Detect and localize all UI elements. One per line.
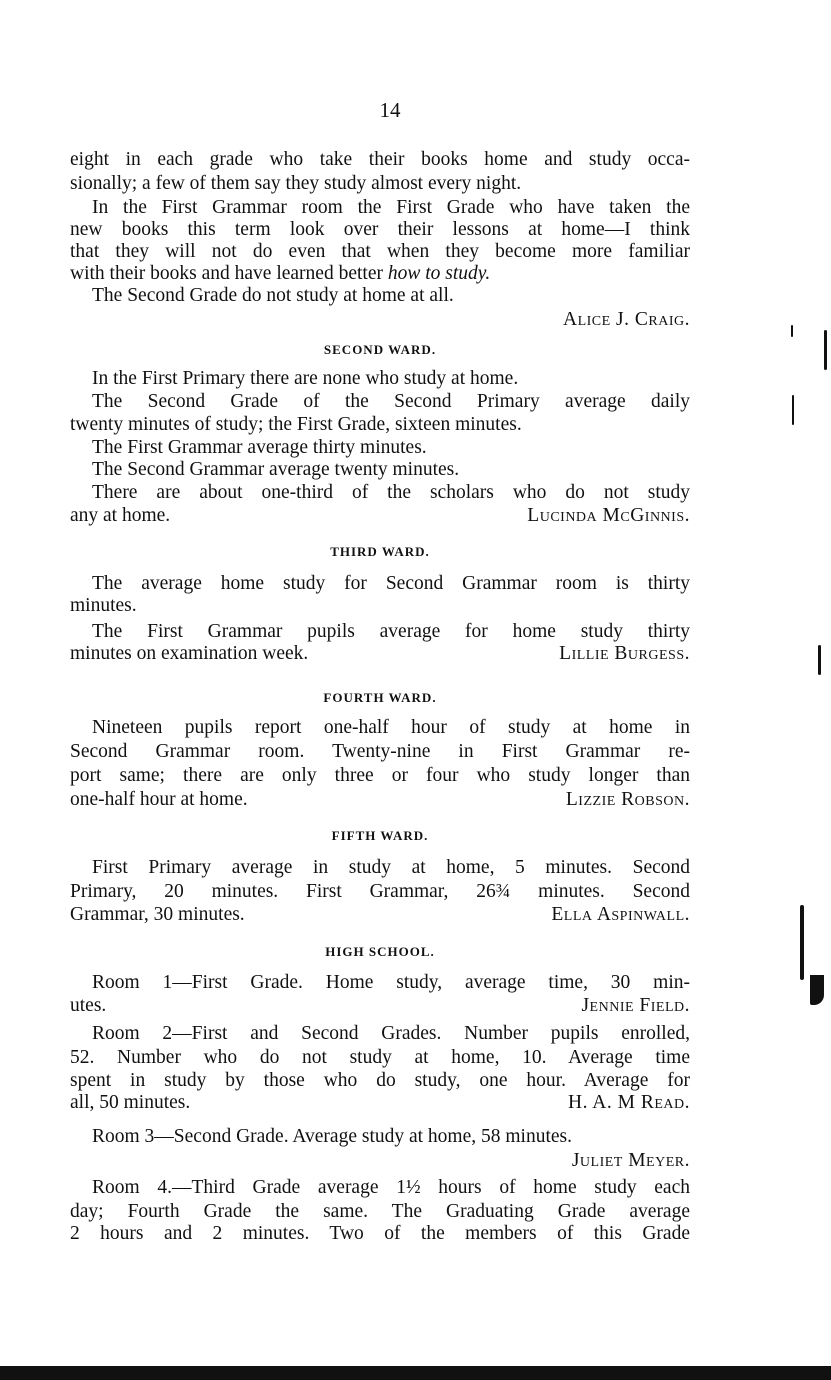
- page-edge: [0, 1366, 831, 1380]
- scan-mark: [792, 395, 794, 425]
- intro-line: [70, 262, 690, 286]
- body-line: [70, 788, 690, 812]
- signature: Ella Aspinwall.: [551, 904, 690, 925]
- body-text: all, 50 minutes.: [70, 1092, 191, 1113]
- intro-line: that they will not do even that when they become more familiar: [70, 241, 690, 262]
- body-text: minutes on examination week.: [70, 643, 309, 664]
- emphasis-text: how to study.: [387, 263, 491, 284]
- section-heading: THIRD WARD.: [330, 544, 430, 559]
- scan-mark: [791, 325, 793, 337]
- scan-mark: [810, 975, 824, 1005]
- body-line: twenty minutes of study; the First Grade, sixteen minutes.: [70, 414, 522, 435]
- body-line: Room 4.—Third Grade average 1½ hours of home study each: [92, 1177, 690, 1198]
- body-line: port same; there are only three or four who study longer than: [70, 765, 690, 786]
- body-line: The average home study for Second Grammar room is thirty: [92, 573, 690, 594]
- body-line: The First Grammar pupils average for home study thirty: [92, 621, 690, 642]
- body-text: one-half hour at home.: [70, 789, 248, 810]
- page-number: 14: [379, 98, 401, 122]
- intro-line: new books this term look over their lessons at home—I think: [70, 219, 690, 240]
- intro-text: with their books and have learned better: [70, 263, 388, 284]
- body-line: Primary, 20 minutes. First Grammar, 26¾ minutes. Second: [70, 881, 690, 902]
- body-line: [70, 504, 690, 528]
- signature: H. A. M Read.: [568, 1092, 690, 1113]
- section-heading: SECOND WARD.: [323, 342, 437, 357]
- body-line: The Second Grade of the Second Primary average daily: [92, 391, 690, 412]
- body-line: Room 1—First Grade. Home study, average time, 30 min-: [92, 972, 690, 993]
- body-line: First Primary average in study at home, 5 minutes. Second: [92, 857, 690, 878]
- scan-mark: [800, 905, 804, 980]
- body-line: There are about one-third of the scholars who do not study: [92, 482, 690, 503]
- body-line: [70, 642, 690, 666]
- body-line: Room 2—First and Second Grades. Number pupils enrolled,: [92, 1023, 690, 1044]
- body-line: day; Fourth Grade the same. The Graduating Grade average: [70, 1201, 690, 1222]
- body-line: Nineteen pupils report one-half hour of study at home in: [92, 717, 690, 738]
- body-line: spent in study by those who do study, one hour. Average for: [70, 1070, 690, 1091]
- body-text: utes.: [70, 995, 107, 1016]
- intro-line: In the First Grammar room the First Grade who have taken the: [92, 197, 690, 218]
- body-line: minutes.: [70, 595, 137, 616]
- body-line: Room 3—Second Grade. Average study at home, 58 minutes.: [92, 1126, 573, 1147]
- section-heading: FOURTH WARD.: [323, 690, 437, 705]
- signature: Lillie Burgess.: [559, 643, 690, 664]
- signature: Lucinda McGinnis.: [527, 505, 690, 526]
- body-line: The Second Grammar average twenty minutes.: [92, 459, 460, 480]
- section-heading: HIGH SCHOOL.: [325, 944, 435, 959]
- body-text: Grammar, 30 minutes.: [70, 904, 245, 925]
- signature: Juliet Meyer.: [571, 1150, 690, 1171]
- section-heading: FIFTH WARD.: [331, 828, 429, 843]
- body-line: 52. Number who do not study at home, 10. Average time: [70, 1047, 690, 1068]
- scan-mark: [818, 645, 821, 675]
- scan-mark: [824, 330, 827, 370]
- body-line: 2 hours and 2 minutes. Two of the members of this Grade: [70, 1223, 690, 1244]
- body-line: [70, 1091, 690, 1115]
- body-line: The First Grammar average thirty minutes.: [92, 437, 427, 458]
- body-line: In the First Primary there are none who study at home.: [92, 368, 519, 389]
- body-line: Second Grammar room. Twenty-nine in First Grammar re-: [70, 741, 690, 762]
- body-line: [70, 994, 690, 1018]
- intro-line: The Second Grade do not study at home at all.: [92, 285, 454, 306]
- signature: Jennie Field.: [581, 995, 690, 1016]
- intro-line: sionally; a few of them say they study almost every night.: [70, 173, 522, 194]
- body-text: any at home.: [70, 505, 171, 526]
- body-line: [70, 903, 690, 927]
- intro-line: eight in each grade who take their books home and study occa-: [70, 149, 690, 170]
- signature: Alice J. Craig.: [562, 309, 690, 330]
- signature: Lizzie Robson.: [565, 789, 690, 810]
